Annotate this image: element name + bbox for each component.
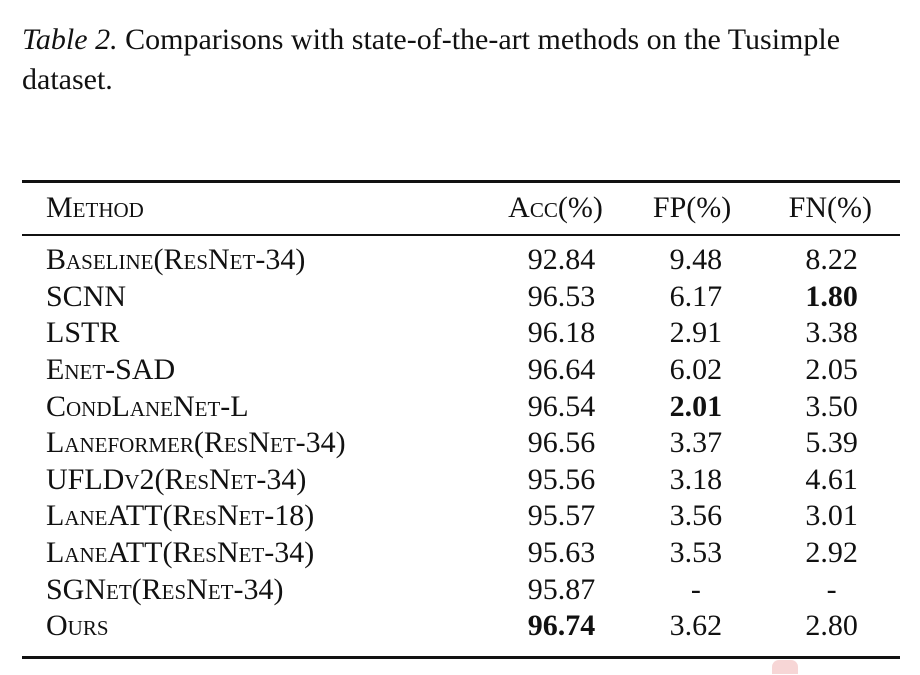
cell-method: LaneATT(ResNet-18) (46, 499, 315, 533)
cell-fn: 8.22 (805, 243, 858, 277)
table-row (22, 462, 900, 499)
table-row (22, 608, 900, 645)
cell-method: SCNN (46, 279, 127, 313)
header-acc: Acc(%) (508, 191, 603, 224)
cell-acc: 96.53 (527, 279, 596, 313)
table-row (22, 388, 900, 425)
header-fn: FN(%) (788, 191, 872, 224)
table-row (22, 571, 900, 608)
cell-fn: 1.80 (805, 279, 858, 313)
table-header-rule (22, 234, 900, 236)
table-header (22, 188, 900, 228)
cell-fn: 3.38 (805, 316, 858, 350)
cell-method: LaneATT(ResNet-34) (46, 536, 315, 570)
table-caption (22, 20, 892, 100)
cell-acc: 95.57 (527, 499, 596, 533)
cell-method: Ours (46, 609, 109, 643)
table-row (22, 498, 900, 535)
cell-method: Enet-SAD (46, 353, 176, 387)
cell-fp: - (690, 572, 701, 606)
cell-acc: 92.84 (527, 243, 596, 277)
cell-acc: 96.18 (527, 316, 596, 350)
table-row (22, 242, 900, 279)
cell-fp: 6.17 (669, 279, 723, 313)
cell-fp: 3.62 (669, 609, 723, 643)
results-body (22, 242, 900, 645)
cell-fn: 3.01 (805, 499, 858, 533)
table-bottom-rule (22, 656, 900, 659)
header-method: Method (46, 191, 144, 224)
cell-fp: 3.53 (669, 536, 723, 570)
cell-fp: 3.37 (669, 426, 723, 460)
cell-acc: 95.87 (527, 572, 596, 606)
cell-fp: 9.48 (669, 243, 723, 277)
cell-fp: 3.56 (669, 499, 723, 533)
cell-method: Baseline(ResNet-34) (46, 243, 306, 277)
cell-fn: 2.80 (805, 609, 858, 643)
caption-text: Comparisons with state-of-the-art methods on the Tusimple dataset. (22, 23, 841, 96)
cell-acc: 95.63 (527, 536, 596, 570)
table-row (22, 315, 900, 352)
caption-label: Table 2. (22, 23, 118, 56)
header-fp: FP(%) (652, 191, 732, 224)
table-row (22, 535, 900, 572)
cell-method: CondLaneNet-L (46, 389, 249, 423)
header-row (22, 188, 900, 228)
cell-method: Laneformer(ResNet-34) (46, 426, 346, 460)
cell-fp: 2.01 (669, 389, 723, 423)
cell-method: LSTR (46, 316, 120, 350)
cell-fn: - (826, 572, 837, 606)
results-table (22, 242, 900, 645)
table-row (22, 425, 900, 462)
table-row (22, 279, 900, 316)
watermark-logo (772, 660, 798, 674)
table-row (22, 352, 900, 389)
cell-fp: 6.02 (669, 353, 723, 387)
cell-fn: 4.61 (805, 462, 858, 496)
cell-acc: 96.74 (527, 609, 596, 643)
cell-acc: 96.64 (527, 353, 596, 387)
cell-acc: 96.54 (527, 389, 596, 423)
cell-fn: 2.92 (805, 536, 858, 570)
cell-fn: 3.50 (805, 389, 858, 423)
cell-fn: 5.39 (805, 426, 858, 460)
cell-method: UFLDv2(ResNet-34) (46, 462, 307, 496)
cell-method: SGNet(ResNet-34) (46, 572, 284, 606)
cell-fn: 2.05 (805, 353, 858, 387)
cell-fp: 3.18 (669, 462, 723, 496)
table-top-rule (22, 180, 900, 183)
cell-acc: 96.56 (527, 426, 596, 460)
cell-acc: 95.56 (527, 462, 596, 496)
cell-fp: 2.91 (669, 316, 723, 350)
